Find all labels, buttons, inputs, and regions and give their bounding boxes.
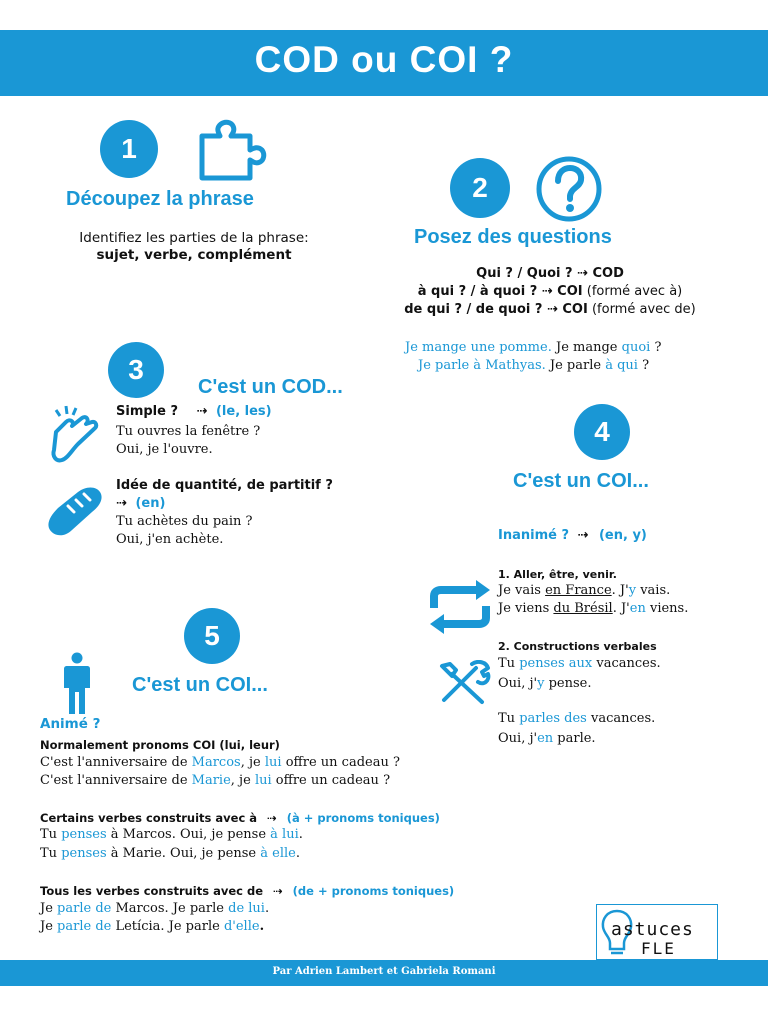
idee-question: Idée de quantité, de partitif ? bbox=[116, 478, 333, 493]
page-title: COD ou COI ? bbox=[254, 39, 514, 80]
section4-heading: C'est un COI... bbox=[513, 470, 649, 492]
step-number-3: 3 bbox=[108, 342, 164, 398]
question-line-2 bbox=[390, 284, 710, 299]
certains-example-1: Tu penses à Marcos. Oui, je pense à lui. bbox=[40, 827, 303, 842]
certains-rule: Certains verbes construits avec à ⇢ (à + pronoms toniques) bbox=[40, 811, 440, 825]
question-coi-a-note: (formé avec à) bbox=[586, 284, 683, 299]
question-mark-icon bbox=[534, 154, 604, 224]
snap-fingers-icon bbox=[48, 404, 104, 468]
question-cod: Qui ? / Quoi ? ⇢ COD bbox=[476, 266, 624, 281]
anime-example-2: C'est l'anniversaire de Marie, je lui offre un cadeau ? bbox=[40, 773, 391, 788]
sub-heading-2: 2. Constructions verbales bbox=[498, 640, 657, 653]
question-coi-a: à qui ? / à quoi ? ⇢ COI bbox=[417, 284, 583, 299]
tous-rule: Tous les verbes construits avec de ⇢ (de + pronoms toniques) bbox=[40, 884, 455, 898]
bread-icon bbox=[44, 484, 104, 540]
tous-example-2: Je parle de Letícia. Je parle d'elle. bbox=[40, 919, 265, 934]
example-line-1: Je mange une pomme. Je mange quoi ? bbox=[405, 340, 662, 355]
step-number-5: 5 bbox=[184, 608, 240, 664]
tous-example-1: Je parle de Marcos. Je parle de lui. bbox=[40, 901, 270, 916]
question-coi-de: de qui ? / de quoi ? ⇢ COI bbox=[404, 302, 588, 317]
header-bar bbox=[0, 30, 768, 96]
tools-icon bbox=[436, 660, 492, 706]
section1-heading: Découpez la phrase bbox=[66, 188, 254, 210]
step-number-2: 2 bbox=[450, 158, 510, 218]
coi-inanime-line-5: Tu parles des vacances. bbox=[498, 711, 656, 726]
coi-inanime-line-1: Je vais en France. J'y vais. bbox=[498, 583, 671, 598]
sub-heading-1: 1. Aller, être, venir. bbox=[498, 568, 617, 581]
repeat-arrows-icon bbox=[424, 578, 496, 638]
cod-example-1: Tu ouvres la fenêtre ? bbox=[116, 424, 261, 439]
footer-bar bbox=[0, 960, 768, 986]
inanime-question: Inanimé ? ⇢ (en, y) bbox=[498, 528, 647, 543]
coi-inanime-line-2: Je viens du Brésil. J'en viens. bbox=[498, 601, 689, 616]
normal-rule: Normalement pronoms COI (lui, leur) bbox=[40, 738, 280, 752]
example-line-2: Je parle à Mathyas. Je parle à qui ? bbox=[418, 358, 650, 373]
puzzle-icon bbox=[196, 116, 268, 184]
section1-bold: sujet, verbe, complément bbox=[96, 247, 292, 263]
person-icon bbox=[62, 652, 92, 716]
question-coi-de-note: (formé avec de) bbox=[591, 302, 696, 317]
idee-pron-line: ⇢ (en) bbox=[116, 496, 166, 511]
logo-line-2: FLE bbox=[641, 939, 676, 958]
logo-line-1: astuces bbox=[611, 919, 694, 940]
coi-inanime-line-6: Oui, j'en parle. bbox=[498, 731, 596, 746]
cod-example-4: Oui, j'en achète. bbox=[116, 532, 224, 547]
section2-heading: Posez des questions bbox=[414, 226, 612, 248]
step-number-4: 4 bbox=[574, 404, 630, 460]
question-line-3 bbox=[370, 302, 730, 317]
anime-question: Animé ? bbox=[40, 716, 101, 732]
question-line-1 bbox=[390, 266, 710, 281]
logo bbox=[596, 904, 718, 960]
section5-heading: C'est un COI... bbox=[132, 674, 268, 696]
cod-example-3: Tu achètes du pain ? bbox=[116, 514, 253, 529]
footer-credits: Par Adrien Lambert et Gabriela Romani bbox=[272, 966, 496, 977]
anime-example-1: C'est l'anniversaire de Marcos, je lui offre un cadeau ? bbox=[40, 755, 400, 770]
section1-text: Identifiez les parties de la phrase: bbox=[79, 230, 309, 246]
section3-heading: C'est un COD... bbox=[198, 376, 343, 398]
step-number-1: 1 bbox=[100, 120, 158, 178]
certains-example-2: Tu penses à Marie. Oui, je pense à elle. bbox=[40, 846, 300, 861]
coi-inanime-line-4: Oui, j'y pense. bbox=[498, 676, 592, 691]
cod-example-2: Oui, je l'ouvre. bbox=[116, 442, 213, 457]
coi-inanime-line-3: Tu penses aux vacances. bbox=[498, 656, 661, 671]
simple-question: Simple ? ⇢ (le, les) bbox=[116, 404, 272, 419]
